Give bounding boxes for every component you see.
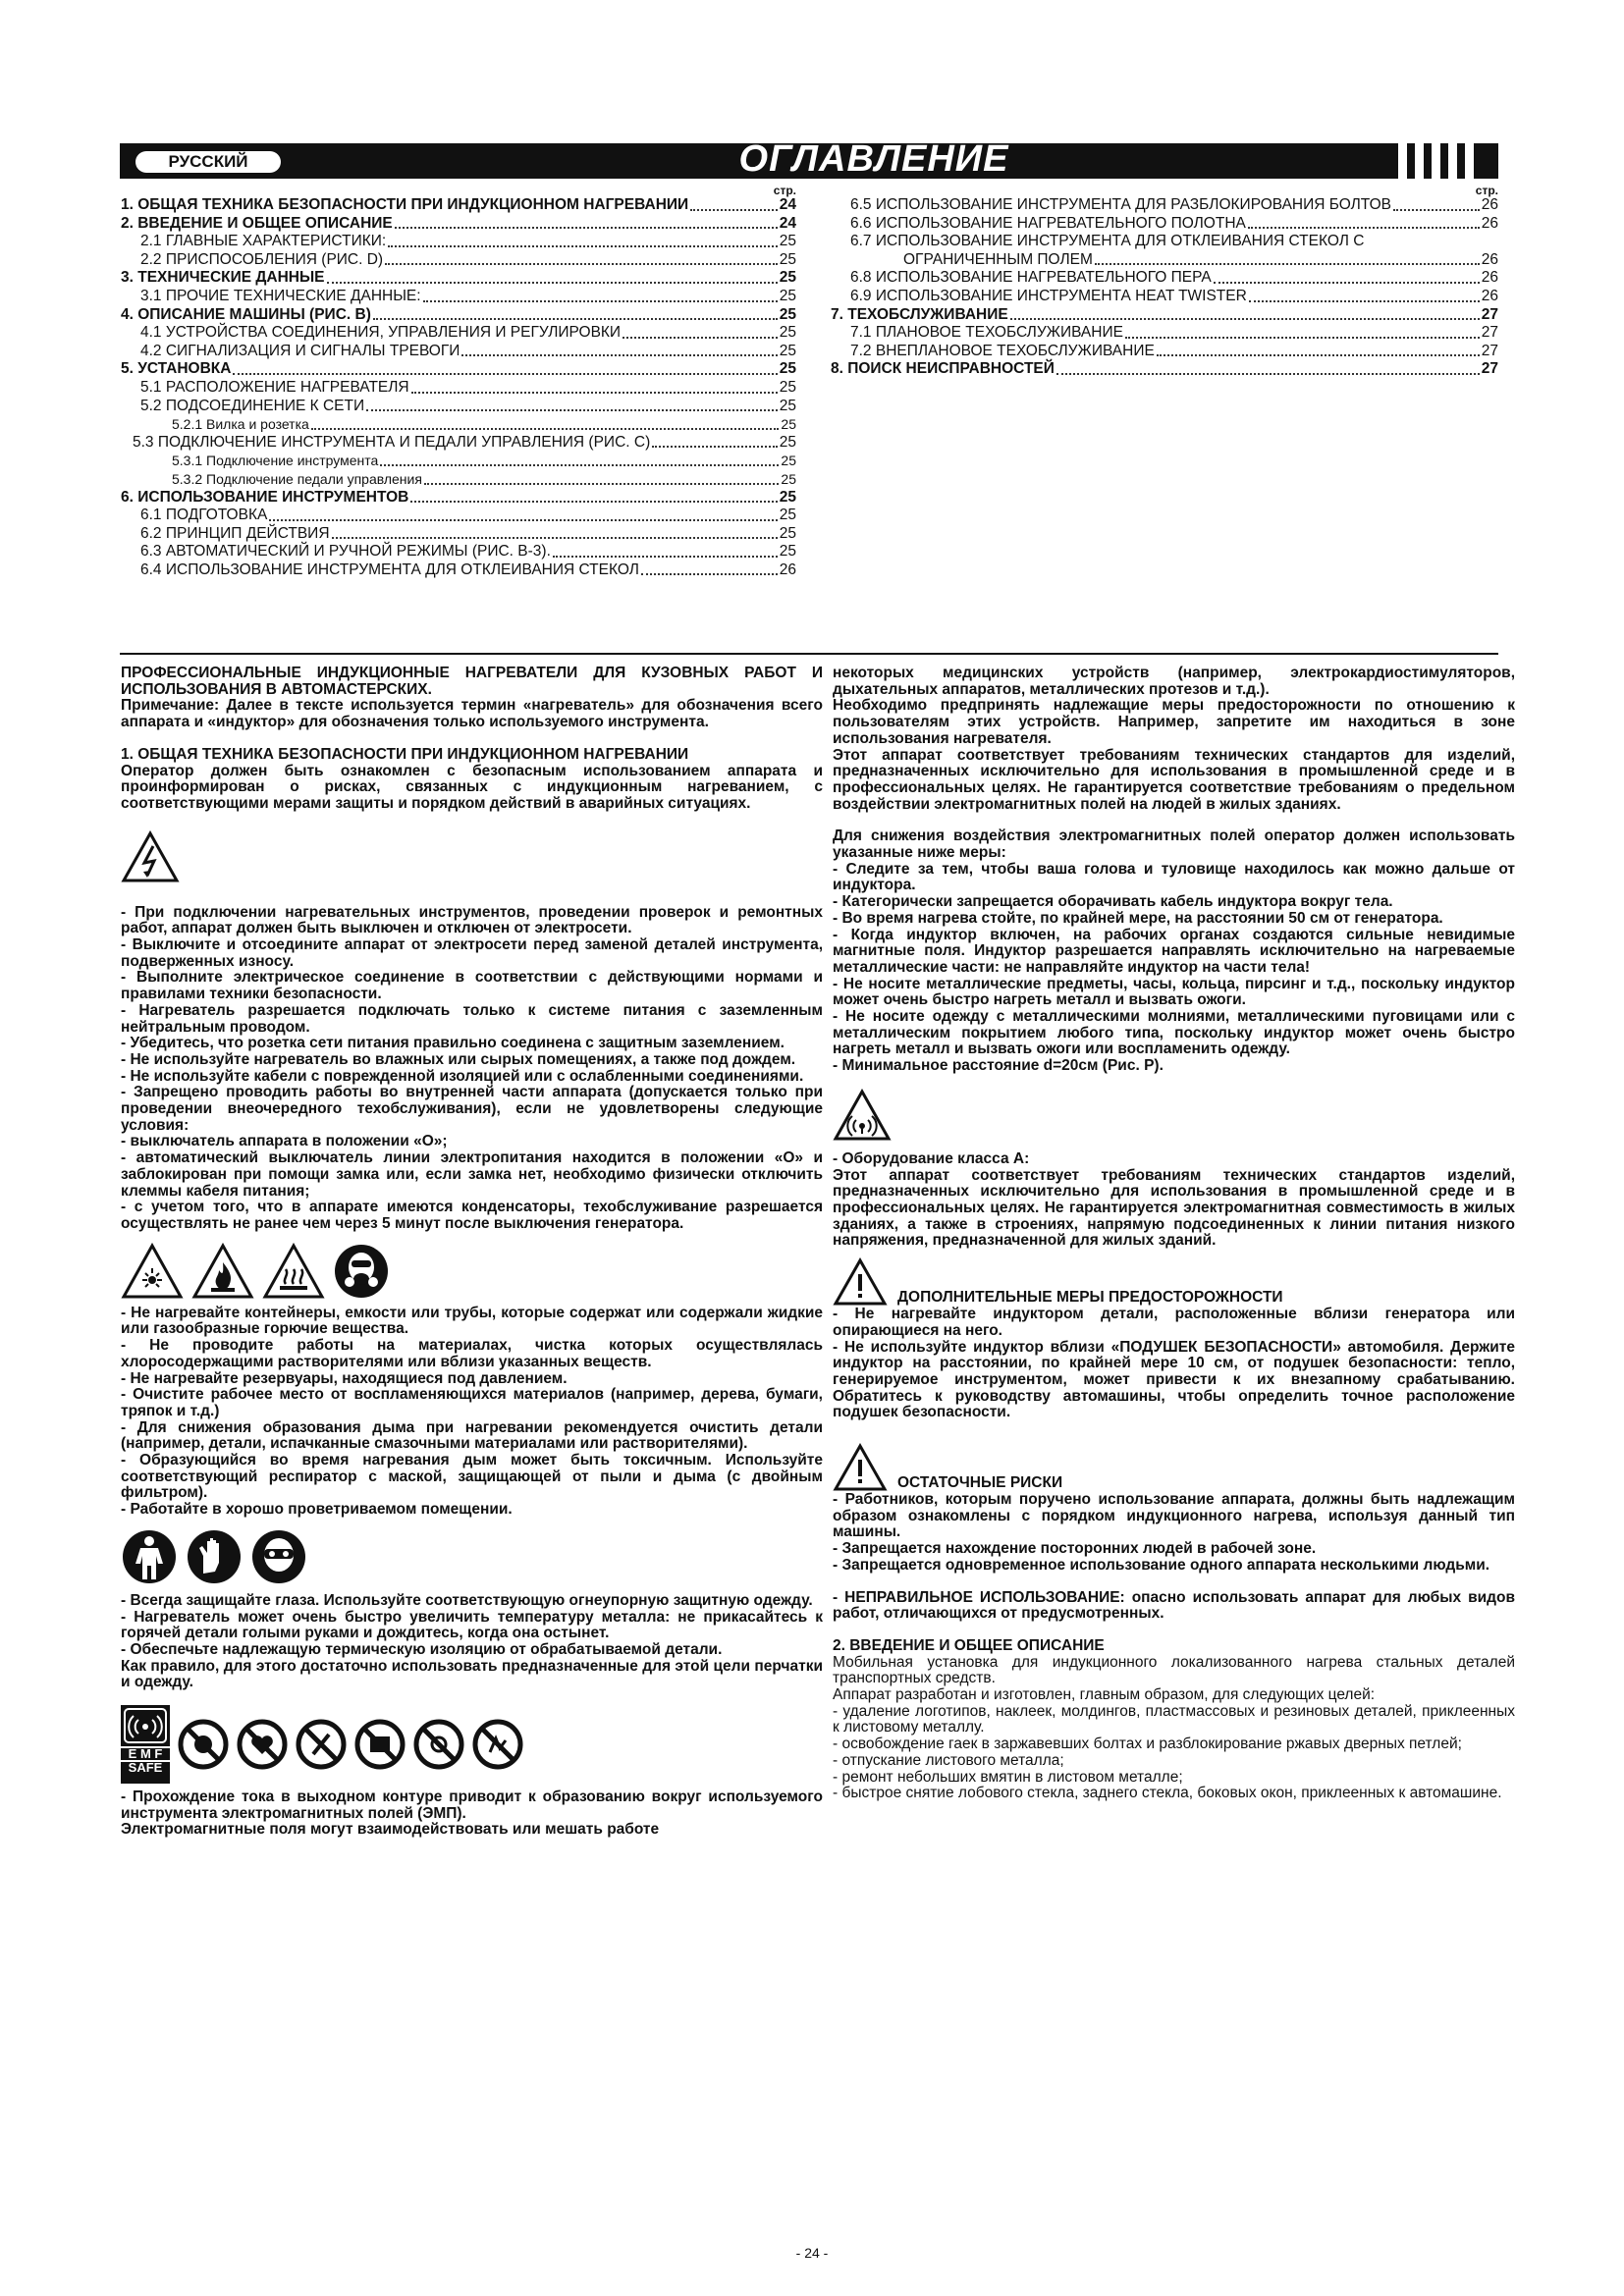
list-item: - Категорически запрещается оборачивать кабель индуктора вокруг тела.: [833, 893, 1393, 911]
toc-dot-leader: [461, 353, 777, 356]
toc-entry: [831, 360, 1498, 379]
list-item: - Выполните электрическое соединение в соответствии с действующими нормами и правилами техники безопасности.: [121, 969, 823, 1003]
extra-precautions-title: ДОПОЛНИТЕЛЬНЫЕ МЕРЫ ПРЕДОСТОРОЖНОСТИ: [897, 1289, 1283, 1307]
list-item: - Нагреватель может очень быстро увеличить температуру металла: не прикасайтесь к горячей детали голыми руками и дождитесь, когда она остынет.: [121, 1608, 823, 1642]
no-heart-implant-icon: [237, 1719, 288, 1770]
language-tag: РУССКИЙ: [135, 151, 281, 173]
toc-entry: [121, 343, 796, 361]
hot-surface-warning-icon: [262, 1243, 325, 1300]
list-item: - Не носите одежду с металлическими молниями, металлическими пуговицами или с металлическим покрытием любого типа, поскольку индуктор может очень быстро нагреть металл и вызвать ожоги или воспламенить одежду.: [833, 1008, 1515, 1058]
toc-dot-leader: [424, 482, 779, 485]
protective-gloves-icon: [186, 1528, 243, 1585]
left-text-column: [121, 666, 823, 1839]
toc-entry: [831, 196, 1498, 215]
toc-entry: [121, 324, 796, 343]
toc-dot-leader: [411, 391, 778, 394]
toc-dot-leader: [623, 336, 778, 339]
toc-entry-page: 25: [779, 433, 796, 451]
toc-entry: [121, 251, 796, 270]
toc-entry-page: 25: [779, 397, 796, 414]
toc-entry-title: 7.1 ПЛАНОВОЕ ТЕХОБСЛУЖИВАНИЕ: [850, 324, 1123, 342]
page-number: - 24 -: [795, 2245, 829, 2261]
toc-entry-title: 3.1 ПРОЧИЕ ТЕХНИЧЕСКИЕ ДАННЫЕ:: [140, 287, 421, 304]
toc-entry-page: 25: [779, 543, 796, 561]
toc-dot-leader: [380, 463, 779, 466]
toc-dot-leader: [373, 317, 778, 320]
toc-entry: [831, 343, 1498, 361]
list-item: - Не нагревайте резервуары, находящиеся под давлением.: [121, 1369, 568, 1387]
toc-entry-title: 5.3.2 Подключение педали управления: [172, 470, 422, 487]
toc-entry-page: 25: [779, 269, 796, 287]
toc-entry: [121, 543, 796, 561]
toc-dot-leader: [690, 208, 778, 211]
toc-dot-leader: [1010, 317, 1480, 320]
toc-entry: [121, 525, 796, 544]
toc-entry: [121, 561, 796, 580]
toc-entry-page: 25: [779, 342, 796, 359]
toc-entry: [121, 398, 796, 416]
toc-entry-page: 26: [1481, 196, 1498, 213]
list-item: - Образующийся во время нагревания дым может быть токсичным. Используйте соответствующий респиратор с маской, защищающей от пыли и дыма (с двойным фильтром).: [121, 1452, 823, 1502]
list-item: - Запрещено проводить работы во внутренней части аппарата (допускается только при проведении внеочередного техобслуживания), если не удовлетворены следующие условия:: [121, 1084, 823, 1134]
toc-left-column: [121, 185, 796, 579]
fire-hazard-icon-row: [121, 1243, 823, 1300]
flammable-warning-icon: [191, 1243, 254, 1300]
toc-entry: [121, 507, 796, 525]
residual-risks-title: ОСТАТОЧНЫЕ РИСКИ: [897, 1474, 1063, 1492]
intro-title: ПРОФЕССИОНАЛЬНЫЕ ИНДУКЦИОННЫЕ НАГРЕВАТЕЛИ ДЛЯ КУЗОВНЫХ РАБОТ И ИСПОЛЬЗОВАНИЯ В АВТОМАСТЕРСКИХ.: [121, 665, 823, 698]
toc-entry-title: 5.2.1 Вилка и розетка: [172, 416, 309, 433]
toc-entry-page: 26: [1481, 214, 1498, 232]
toc-dot-leader: [1248, 226, 1480, 229]
toc-entry-page: 27: [1481, 342, 1498, 359]
emf-safe-badge: [121, 1705, 170, 1784]
list-item: - Для снижения образования дыма при нагревании рекомендуется очистить детали (например, детали, испачканные смазочными материалами или растворителями).: [121, 1418, 823, 1453]
toc-entry-title: 6.8 ИСПОЛЬЗОВАНИЕ НАГРЕВАТЕЛЬНОГО ПЕРА: [850, 269, 1212, 287]
toc-dot-leader: [366, 408, 778, 411]
list-item: - Очистите рабочее место от воспламеняющихся материалов (например, дерева, бумаги, тряпок и т.д.): [121, 1386, 823, 1419]
class-a-text: Этот аппарат соответствует требованиям технических стандартов изделий, предназначенных исключительно для использования в промышленной среде и в профессиональных целях. Не гарантируется электромагнитная совместимость в жилых зданиях, а также в строениях, напрямую подсоединенных к линии питания низкого напряжения, предназначенной для жилых зданий.: [833, 1166, 1515, 1250]
list-item: Как правило, для этого достаточно использовать предназначенные для этой цели перчатки и одежду.: [121, 1657, 823, 1691]
list-item: - автоматический выключатель линии электропитания находится в положении «О» и заблокирован при помощи замка или, если замка нет, необходимо физически отключить клеммы кабеля питания;: [121, 1149, 823, 1200]
list-item: - Не используйте кабели с поврежденной изоляцией или с ослабленными соединениями.: [121, 1067, 804, 1085]
toc-entry-page: 25: [779, 305, 796, 323]
toc-dot-leader: [652, 445, 778, 448]
list-item: - с учетом того, что в аппарате имеются конденсаторы, техобслуживание разрешается осуществлять не ранее чем через 5 минут после выключения генератора.: [121, 1199, 823, 1232]
toc-entry: [121, 415, 796, 434]
list-item: - Выключите и отсоедините аппарат от электросети перед заменой деталей инструмента, подверженных износу.: [121, 936, 823, 970]
section-2-title: 2. ВВЕДЕНИЕ И ОБЩЕЕ ОПИСАНИЕ: [833, 1636, 1105, 1654]
toc-entry: [121, 306, 796, 325]
toc-entry-page: 25: [779, 524, 796, 542]
list-item: - выключатель аппарата в положении «О»;: [121, 1133, 448, 1150]
toc-dot-leader: [1157, 353, 1480, 356]
toc-entry-page: 25: [781, 470, 796, 487]
toc-right-column: [831, 185, 1498, 379]
toc-entry-title: 5.2 ПОДСОЕДИНЕНИЕ К СЕТИ: [140, 397, 365, 414]
toc-dot-leader: [553, 555, 778, 558]
list-item: - быстрое снятие лобового стекла, заднего стекла, боковых окон, приклеенных к автомашине.: [833, 1785, 1502, 1802]
toc-dot-leader: [1214, 281, 1480, 284]
toc-dot-leader: [423, 299, 778, 302]
standards-text: Этот аппарат соответствует требованиям технических стандартов для изделий, предназначенных исключительно для использования в промышленной среде и в профессиональных целях. Не гарантируется соответствие требованиям о предельном воздействии электромагнитных полей на людей в жилых зданиях.: [833, 746, 1515, 813]
toc-entry-title: 2. ВВЕДЕНИЕ И ОБЩЕЕ ОПИСАНИЕ: [121, 214, 393, 232]
list-item: - ремонт небольших вмятин в листовом металле;: [833, 1768, 1183, 1786]
electric-hazard-icon-row: [121, 830, 823, 883]
toc-entry-title: 6.7 ИСПОЛЬЗОВАНИЕ ИНСТРУМЕНТА ДЛЯ ОТКЛЕИВАНИЯ СТЕКОЛ С: [850, 233, 1365, 250]
toc-entry-title: 6.1 ПОДГОТОВКА: [140, 507, 268, 524]
section-1-intro: Оператор должен быть ознакомлен с безопасным использованием аппарата и проинформирован о рисках, связанных с индукционным нагреванием, с соответствующими мерами защиты и порядком действий в аварийных ситуациях.: [121, 762, 823, 812]
list-item: - При подключении нагревательных инструментов, проведении проверок и ремонтных работ, аппарат должен быть выключен и отключен от электросети.: [121, 903, 823, 937]
toc-entry-page: 25: [779, 250, 796, 268]
misuse-warning: - НЕПРАВИЛЬНОЕ ИСПОЛЬЗОВАНИЕ: опасно использовать аппарат для любых видов работ, отличающихся от предусмотренных.: [833, 1588, 1515, 1623]
toc-entry-page: 25: [779, 378, 796, 396]
page-title: ОГЛАВЛЕНИЕ: [738, 138, 1009, 180]
toc-entry-page: 26: [779, 561, 796, 578]
safe-label: SAFE: [121, 1760, 170, 1774]
residual-risks-heading: [833, 1443, 1515, 1492]
list-item: - Запрещается нахождение посторонних людей в рабочей зоне.: [833, 1540, 1317, 1558]
list-item: - Нагреватель разрешается подключать только к системе питания с заземленным нейтральным проводом.: [121, 1001, 823, 1036]
toc-entry: [121, 233, 796, 251]
toc-entry: [121, 196, 796, 215]
class-a-title: - Оборудование класса А:: [833, 1149, 1030, 1167]
toc-entry-title: 4.2 СИГНАЛИЗАЦИЯ И СИГНАЛЫ ТРЕВОГИ: [140, 342, 460, 359]
toc-entry-page: 24: [779, 214, 796, 232]
list-item: - Не используйте индуктор вблизи «ПОДУШЕК БЕЗОПАСНОСТИ» автомобиля. Держите индуктор на расстоянии, по крайней мере 10 см, от подушек безопасности: тепло, генерируемое инструментом, может привести к их внезапному срабатыванию. Обратитесь к руководству автомашины, чтобы определить точное расположение подушек безопасности.: [833, 1338, 1515, 1421]
toc-entry-title: 4. ОПИСАНИЕ МАШИНЫ (РИС. B): [121, 305, 371, 323]
toc-entry: [121, 288, 796, 306]
reduce-exposure-intro: Для снижения воздействия электромагнитных полей оператор должен использовать указанные ниже меры:: [833, 828, 1515, 862]
list-item: - Когда индуктор включен, на рабочих органах создаются сильные невидимые магнитные поля. Индуктор разрешается направлять исключительно на нагреваемые металлические части: не направляйте индуктор на части тела!: [833, 926, 1515, 976]
section-2-p2: Аппарат разработан и изготовлен, главным образом, для следующих целей:: [833, 1686, 1376, 1704]
toc-dot-leader: [1056, 372, 1480, 375]
toc-dot-leader: [385, 262, 778, 265]
no-pacemaker-icon: [178, 1719, 229, 1770]
toc-entry-title: 6.5 ИСПОЛЬЗОВАНИЕ ИНСТРУМЕНТА ДЛЯ РАЗБЛОКИРОВАНИЯ БОЛТОВ: [850, 196, 1391, 213]
toc-entry: [831, 306, 1498, 325]
toc-entry-title: 3. ТЕХНИЧЕСКИЕ ДАННЫЕ: [121, 269, 325, 287]
toc-entry-title: 6.2 ПРИНЦИП ДЕЙСТВИЯ: [140, 524, 330, 542]
toc-entry-page: 26: [1481, 269, 1498, 287]
list-item: - Работайте в хорошо проветриваемом помещении.: [121, 1501, 513, 1519]
list-item: - Не нагревайте индуктором детали, расположенные вблизи генератора или опирающиеся на него.: [833, 1306, 1515, 1339]
toc-entry: [121, 269, 796, 288]
section-divider: [120, 653, 1498, 655]
list-item: - Убедитесь, что розетка сети питания правильно соединена с защитным заземлением.: [121, 1035, 785, 1052]
toc-entry-page: 25: [781, 416, 796, 433]
toc-entry-title: 2.2 ПРИСПОСОБЛЕНИЯ (РИС. D): [140, 250, 384, 268]
toc-entry: [831, 288, 1498, 306]
emf-label: E M F: [121, 1746, 170, 1760]
list-item: - Во время нагрева стойте, по крайней мере, на расстоянии 50 см от генератора.: [833, 909, 1443, 927]
toc-entry: [121, 215, 796, 234]
list-item: - Не проводите работы на материалах, чистка которых осуществлялась хлоросодержащими растворителями или вблизи указанных веществ.: [121, 1337, 823, 1370]
toc-page-label: стр.: [1475, 184, 1498, 197]
list-item: - Всегда защищайте глаза. Используйте соответствующую огнеупорную защитную одежду.: [121, 1591, 813, 1609]
toc-entry: [121, 470, 796, 489]
toc-dot-leader: [1095, 262, 1480, 265]
class-a-icon-row: [833, 1089, 1515, 1142]
toc-entry: [121, 452, 796, 470]
toc-dot-leader: [641, 572, 778, 575]
list-item: - Минимальное расстояние d=20см (Рис. P).: [833, 1057, 1164, 1075]
toc-entry-title: 5.1 РАСПОЛОЖЕНИЕ НАГРЕВАТЕЛЯ: [140, 378, 409, 396]
toc-entry-title: 2.1 ГЛАВНЫЕ ХАРАКТЕРИСТИКИ:: [140, 233, 387, 250]
toc-entry-title: 6.4 ИСПОЛЬЗОВАНИЕ ИНСТРУМЕНТА ДЛЯ ОТКЛЕИВАНИЯ СТЕКОЛ: [140, 561, 639, 578]
toc-dot-leader: [327, 281, 778, 284]
toc-entry-title: 5.3.1 Подключение инструмента: [172, 453, 379, 469]
list-item: - Обеспечьте надлежащую термическую изоляцию от обрабатываемой детали.: [121, 1640, 723, 1658]
toc-entry-title: 1. ОБЩАЯ ТЕХНИКА БЕЗОПАСНОСТИ ПРИ ИНДУКЦИОННОМ НАГРЕВАНИИ: [121, 196, 689, 213]
toc-entry-title: 6. ИСПОЛЬЗОВАНИЕ ИНСТРУМЕНТОВ: [121, 488, 409, 506]
toc-entry-page: 25: [779, 507, 796, 524]
list-item: - Запрещается одновременное использование одного аппарата несколькими людьми.: [833, 1556, 1490, 1574]
toc-entry-page: 27: [1481, 324, 1498, 342]
general-warning-icon: [833, 1443, 888, 1492]
toc-entry: [831, 269, 1498, 288]
non-ionizing-radiation-warning-icon: [833, 1089, 892, 1142]
terminology-note: Примечание: Далее в тексте используется термин «нагреватель» для обозначения всего аппарата и «индуктор» для обозначения только используемого инструмента.: [121, 697, 823, 731]
toc-entry-title: 5. УСТАНОВКА: [121, 360, 232, 378]
explosion-warning-icon: [121, 1243, 184, 1300]
list-item: - освобождение гаек в заржавевших болтах и разблокирование ржавых дверных петлей;: [833, 1735, 1462, 1753]
toc-entry-page: 25: [779, 324, 796, 342]
list-item: - удаление логотипов, наклеек, молдингов, пластмассовых и резиновых деталей, приклеенных к листовому металлу.: [833, 1702, 1515, 1736]
toc-entry: [831, 233, 1498, 251]
no-electronic-devices-icon: [354, 1719, 406, 1770]
list-item: - Работников, которым поручено использование аппарата, должны быть надлежащим образом ознакомлены с порядком индукционного нагрева, используя данный тип машины.: [833, 1491, 1515, 1541]
toc-dot-leader: [233, 372, 777, 375]
general-warning-icon: [833, 1257, 888, 1307]
no-metal-objects-icon: [472, 1719, 523, 1770]
list-item: - Не нагревайте контейнеры, емкости или трубы, которые содержат или содержали жидкие или газообразные горючие вещества.: [121, 1304, 823, 1338]
section-1-title: 1. ОБЩАЯ ТЕХНИКА БЕЗОПАСНОСТИ ПРИ ИНДУКЦИОННОМ НАГРЕВАНИИ: [121, 745, 689, 763]
toc-entry-page: 27: [1481, 360, 1498, 378]
section-2-p1: Мобильная установка для индукционного локализованного нагрева стальных деталей транспортных средств.: [833, 1653, 1515, 1687]
toc-entry-page: 26: [1481, 250, 1498, 268]
list-item: - Не носите металлические предметы, часы, кольца, пирсинг и т.д., поскольку индуктор может очень быстро нагреть металл и вызвать ожоги.: [833, 975, 1515, 1009]
toc-entry-page: 25: [781, 453, 796, 469]
toc-entry-page: 25: [779, 360, 796, 378]
emf-precautions: Необходимо предпринять надлежащие меры предосторожности по отношению к пользователям этих устройств. Например, запретите им находиться в зоне использования нагревателя.: [833, 697, 1515, 747]
header-stripes-decoration: [1398, 143, 1474, 179]
no-watches-jewelry-icon: [413, 1719, 464, 1770]
toc-dot-leader: [269, 518, 777, 521]
toc-entry-title: 6.9 ИСПОЛЬЗОВАНИЕ ИНСТРУМЕНТА HEAT TWISTER: [850, 287, 1247, 304]
toc-entry-page: 26: [1481, 287, 1498, 304]
ppe-icon-row: [121, 1528, 823, 1585]
no-metal-implants-icon: [296, 1719, 347, 1770]
eye-protection-icon: [250, 1528, 307, 1585]
toc-entry-title: 7. ТЕХОБСЛУЖИВАНИЕ: [831, 305, 1008, 323]
toc-dot-leader: [332, 536, 778, 539]
toc-entry: [831, 215, 1498, 234]
radiation-waves-icon: [121, 1705, 170, 1746]
toc-entry-title: ОГРАНИЧЕННЫМ ПОЛЕМ: [903, 250, 1093, 268]
toc-dot-leader: [1393, 208, 1480, 211]
toc-dot-leader: [395, 226, 778, 229]
toc-entry: [831, 251, 1498, 270]
toc-page-label: стр.: [773, 184, 796, 197]
toc-entry: [831, 324, 1498, 343]
right-text-column: [833, 666, 1515, 1802]
toc-dot-leader: [1125, 336, 1480, 339]
toc-dot-leader: [1249, 299, 1480, 302]
toc-entry-page: 27: [1481, 305, 1498, 323]
toc-entry-title: 6.6 ИСПОЛЬЗОВАНИЕ НАГРЕВАТЕЛЬНОГО ПОЛОТНА: [850, 214, 1246, 232]
toc-entry-page: 25: [779, 488, 796, 506]
toc-dot-leader: [410, 500, 777, 503]
extra-precautions-heading: [833, 1257, 1515, 1307]
toc-dot-leader: [388, 244, 778, 247]
toc-entry: [121, 360, 796, 379]
list-item: - Следите за тем, чтобы ваша голова и туловище находилось как можно дальше от индуктора.: [833, 860, 1515, 894]
toc-entry-title: 6.3 АВТОМАТИЧЕСКИЙ И РУЧНОЙ РЕЖИМЫ (РИС. B-3).: [140, 543, 551, 561]
protective-clothing-icon: [121, 1528, 178, 1585]
toc-entry-page: 24: [779, 196, 796, 213]
toc-entry-page: 25: [779, 287, 796, 304]
list-item: - Не используйте нагреватель во влажных или сырых помещениях, а также под дождем.: [121, 1050, 796, 1068]
emf-continued: некоторых медицинских устройств (например, электрокардиостимуляторов, дыхательных аппаратов, металлических протезов и т.д.).: [833, 665, 1515, 698]
list-item: - отпускание листового металла;: [833, 1751, 1064, 1769]
electric-shock-warning-icon: [121, 830, 180, 883]
toc-entry-title: 8. ПОИСК НЕИСПРАВНОСТЕЙ: [831, 360, 1055, 378]
toc-dot-leader: [311, 427, 780, 430]
respirator-mask-mandatory-icon: [333, 1243, 390, 1300]
emf-icon-row: [121, 1705, 823, 1784]
list-item: - Прохождение тока в выходном контуре приводит к образованию вокруг используемого инструмента электромагнитных полей (ЭМП).: [121, 1789, 823, 1822]
list-item: Электромагнитные поля могут взаимодействовать или мешать работе: [121, 1821, 660, 1839]
toc-entry: [121, 379, 796, 398]
toc-entry-title: 4.1 УСТРОЙСТВА СОЕДИНЕНИЯ, УПРАВЛЕНИЯ И РЕГУЛИРОВКИ: [140, 324, 622, 342]
toc-entry-title: 5.3 ПОДКЛЮЧЕНИЕ ИНСТРУМЕНТА И ПЕДАЛИ УПРАВЛЕНИЯ (РИС. C): [133, 433, 651, 451]
toc-entry: [121, 489, 796, 507]
toc-entry-title: 7.2 ВНЕПЛАНОВОЕ ТЕХОБСЛУЖИВАНИЕ: [850, 342, 1155, 359]
toc-entry-page: 25: [779, 233, 796, 250]
toc-entry: [121, 434, 796, 453]
